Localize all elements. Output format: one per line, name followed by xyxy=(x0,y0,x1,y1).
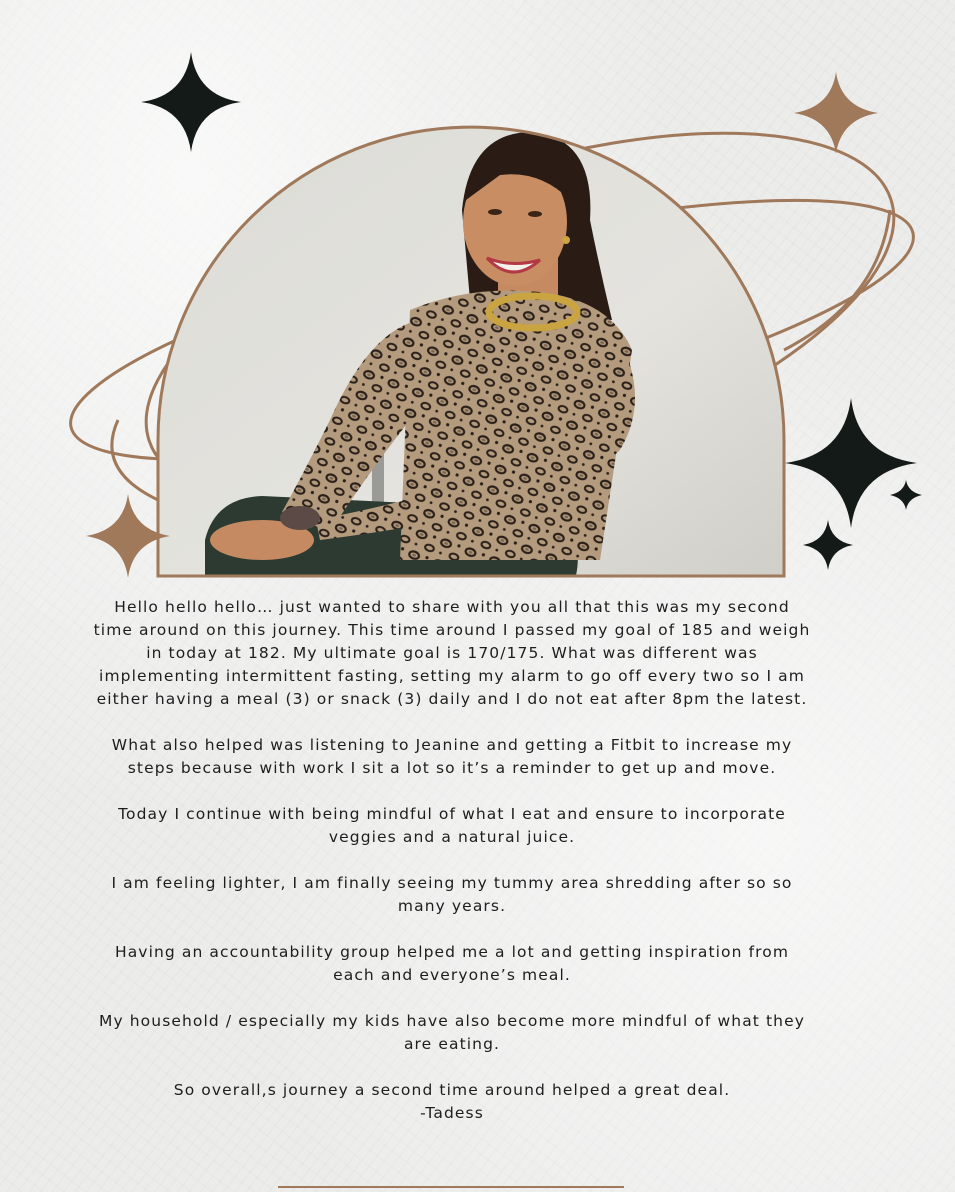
sparkle-star-top-left-icon xyxy=(141,52,241,152)
bottom-divider xyxy=(278,1186,624,1188)
testimonial-paragraph-4: I am feeling lighter, I am finally seeing my tummy area shredding after so so many years. xyxy=(111,874,793,915)
testimonial-paragraph-3: Today I continue with being mindful of what I eat and ensure to incorporate veggies and a natural juice. xyxy=(118,805,786,846)
sparkle-star-big-right-icon xyxy=(785,398,917,528)
sparkle-star-small-right-icon xyxy=(890,480,922,510)
signature: -Tadess xyxy=(420,1104,484,1122)
portrait-photo xyxy=(158,120,784,580)
testimonial-paragraph-2: What also helped was listening to Jeanine and getting a Fitbit to increase my steps because with work I sit a lot so it’s a reminder to get up and move. xyxy=(111,736,793,777)
testimonial-paragraph-6: My household / especially my kids have also become more mindful of what they are eating. xyxy=(98,1012,806,1053)
testimonial-paragraph-7 xyxy=(92,1079,812,1125)
closing-line: So overall,s journey a second time around helped a great deal. xyxy=(173,1081,731,1099)
testimonial-paragraph-1: Hello hello hello… just wanted to share with you all that this was my second time around on this journey. This time around I passed my goal of 185 and weigh in today at 182. My ultimate goal is 170/175. What was different was implementing intermittent fasting, setting my alarm to go off every two so I am either having a meal (3) or snack (3) daily and I do not eat after 8pm the latest. xyxy=(93,598,811,708)
sparkle-star-mid-right-icon xyxy=(803,520,853,570)
testimonial-text xyxy=(92,596,812,1125)
testimonial-paragraph-5: Having an accountability group helped me a lot and getting inspiration from each and everyone’s meal. xyxy=(114,943,790,984)
